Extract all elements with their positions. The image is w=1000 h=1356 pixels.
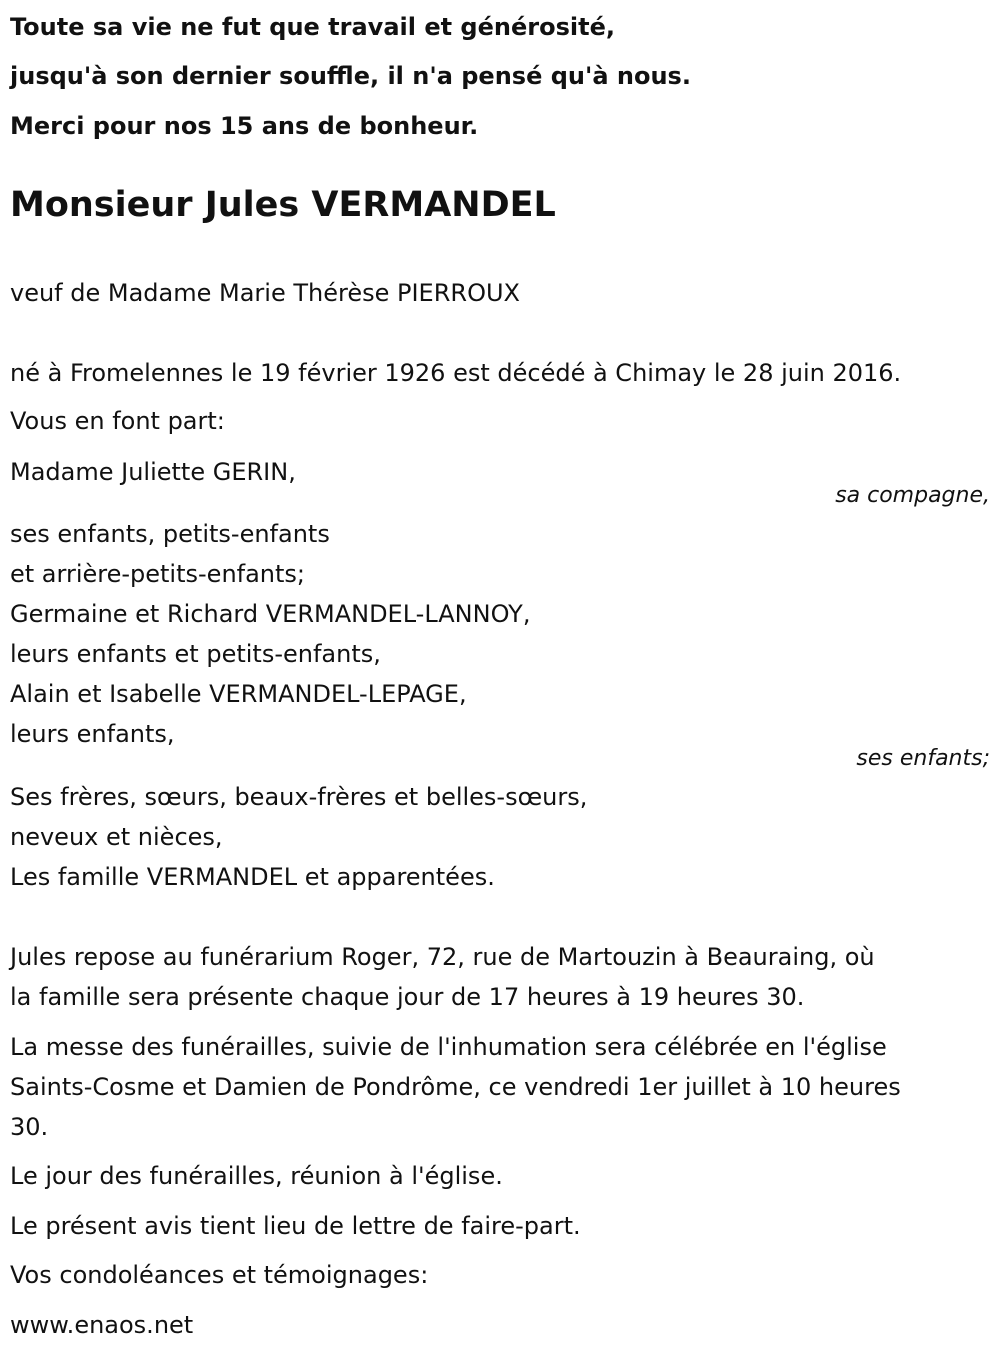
- notice-info: Le présent avis tient lieu de lettre de faire-part.: [10, 1212, 581, 1240]
- epitaph-line: Merci pour nos 15 ans de bonheur.: [10, 112, 479, 140]
- meeting-info: Le jour des funérailles, réunion à l'église.: [10, 1162, 503, 1190]
- epitaph-line: jusqu'à son dernier souffle, il n'a pensé qu'à nous.: [10, 62, 691, 90]
- rest-info-line: Jules repose au funérarium Roger, 72, rue de Martouzin à Beauraing, où: [10, 943, 875, 971]
- children-line: et arrière-petits-enfants;: [10, 560, 306, 588]
- mass-info-line: Saints-Cosme et Damien de Pondrôme, ce vendredi 1er juillet à 10 heures: [10, 1073, 901, 1101]
- family-line: Ses frères, sœurs, beaux-frères et belles-sœurs,: [10, 783, 588, 811]
- companion-name: Madame Juliette GERIN,: [10, 458, 296, 486]
- birth-death: né à Fromelennes le 19 février 1926 est décédé à Chimay le 28 juin 2016.: [10, 359, 902, 387]
- announce-intro: Vous en font part:: [10, 407, 225, 435]
- deceased-name: Monsieur Jules VERMANDEL: [10, 185, 556, 225]
- family-line: Les famille VERMANDEL et apparentées.: [10, 863, 495, 891]
- rest-info-line: la famille sera présente chaque jour de 17 heures à 19 heures 30.: [10, 983, 805, 1011]
- children-line: ses enfants, petits-enfants: [10, 520, 330, 548]
- mass-info-line: La messe des funérailles, suivie de l'inhumation sera célébrée en l'église: [10, 1033, 887, 1061]
- mass-info-line: 30.: [10, 1113, 49, 1141]
- family-line: neveux et nièces,: [10, 823, 223, 851]
- widower-of: veuf de Madame Marie Thérèse PIERROUX: [10, 279, 520, 307]
- children-role: ses enfants;: [856, 746, 990, 771]
- children-line: leurs enfants,: [10, 720, 175, 748]
- companion-role: sa compagne,: [835, 483, 990, 508]
- children-line: Germaine et Richard VERMANDEL-LANNOY,: [10, 600, 531, 628]
- children-line: Alain et Isabelle VERMANDEL-LEPAGE,: [10, 680, 467, 708]
- children-line: leurs enfants et petits-enfants,: [10, 640, 381, 668]
- epitaph-line: Toute sa vie ne fut que travail et générosité,: [10, 13, 615, 41]
- website-link[interactable]: www.enaos.net: [10, 1311, 194, 1339]
- condolences-label: Vos condoléances et témoignages:: [10, 1261, 429, 1289]
